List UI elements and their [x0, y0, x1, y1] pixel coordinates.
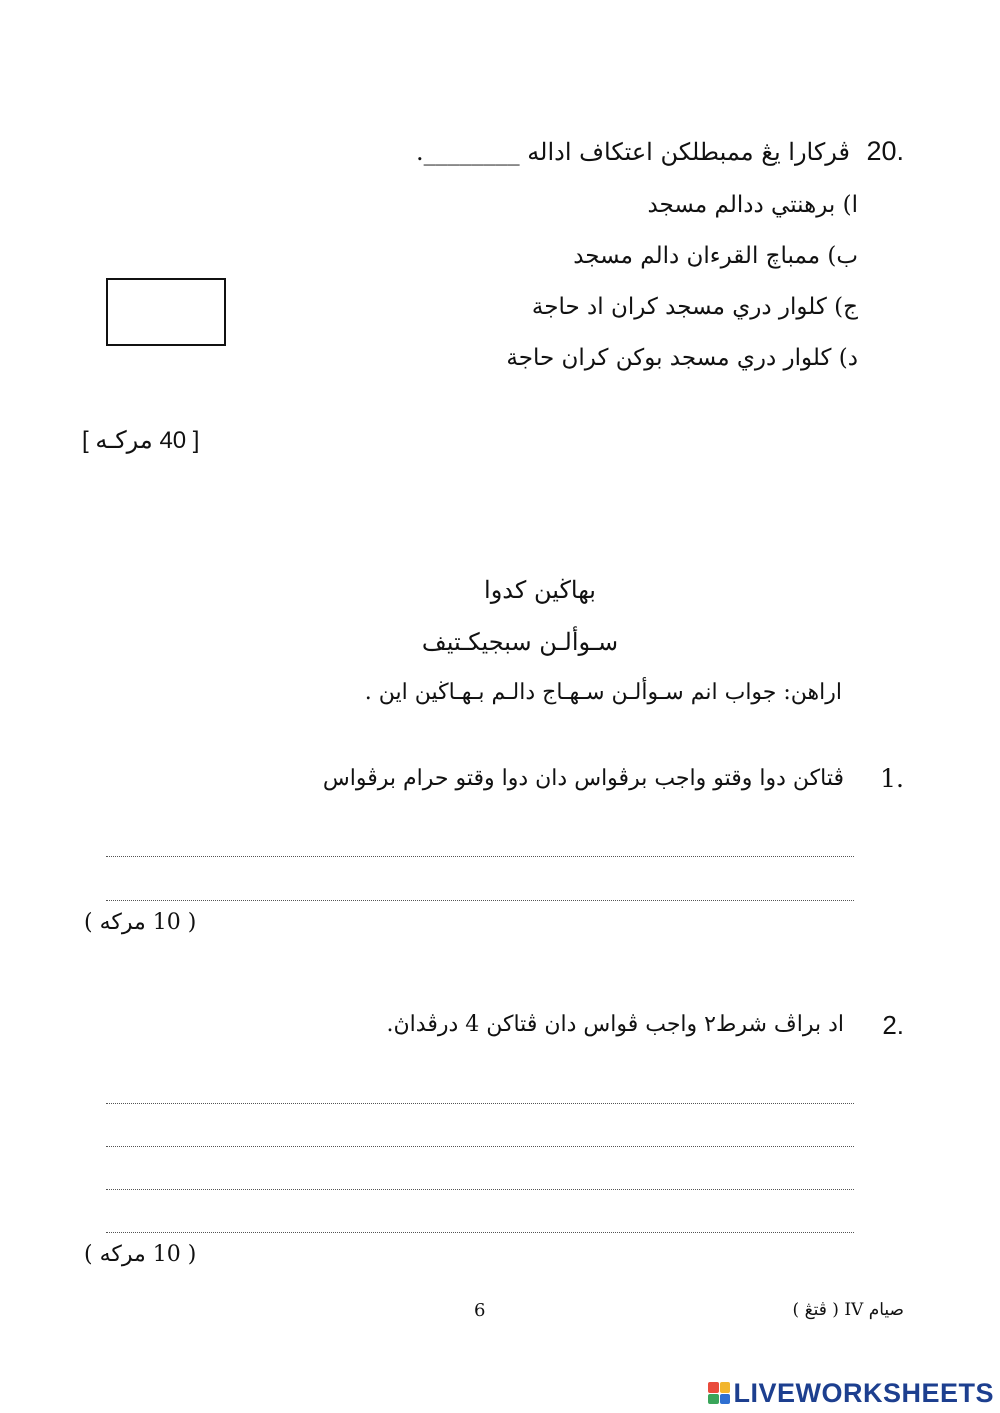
section-title: بهاڬين كدوا: [484, 576, 596, 604]
question-2-answer-line-1[interactable]: [106, 1103, 854, 1104]
question-2-text: اد براڤ شرط٢ واجب ڤواس دان ڤتاكن 4 درڤداڽ.: [386, 1012, 844, 1037]
liveworksheets-watermark: [708, 1378, 994, 1408]
question-2-answer-line-2[interactable]: [106, 1146, 854, 1147]
section-total-marks: [ 40 مركـه ]: [82, 427, 200, 454]
question-2-answer-line-3[interactable]: [106, 1189, 854, 1190]
footer-title: صيام IV ( ڤتڠ ): [792, 1300, 904, 1320]
question-1-answer-line-2[interactable]: [106, 900, 854, 901]
liveworksheets-logo-icon: [708, 1382, 730, 1404]
question-20-stem: ڤركارا يڠ ممبطلكن اعتكاف اداله ________.: [416, 138, 850, 166]
section-subtitle: سـوألـن سبجيكـتيف: [421, 628, 619, 656]
section-instructions: اراهن: جواب انم سـوألـن سـهـاج دالـم بـهـاڬين اين .: [364, 680, 842, 705]
question-20-option-a: ا) برهنتي ددالم مسجد: [647, 192, 858, 218]
question-2-answer-line-4[interactable]: [106, 1232, 854, 1233]
question-1-number: 1.: [880, 764, 904, 793]
question-20-number: 20.: [866, 136, 904, 166]
question-20-option-b: ب) ممباچ القرءان دالم مسجد: [573, 243, 858, 269]
liveworksheets-text: LIVEWORKSHEETS: [733, 1377, 994, 1408]
question-20-option-d: د) كلوار دري مسجد بوكن كران حاجة: [506, 345, 858, 371]
question-1-text: ڤتاكن دوا وقتو واجب برڤواس دان دوا وقتو حرام برڤواس: [322, 766, 844, 791]
question-20-option-c: ج) كلوار دري مسجد كران اد حاجة: [531, 294, 858, 320]
question-20-answer-box[interactable]: [106, 278, 226, 346]
question-2-marks: ( 10 مركه ): [84, 1242, 197, 1267]
question-2-number: 2.: [882, 1010, 904, 1040]
question-1-answer-line-1[interactable]: [106, 856, 854, 857]
page-number: 6: [474, 1300, 486, 1321]
question-1-marks: ( 10 مركه ): [84, 910, 197, 935]
